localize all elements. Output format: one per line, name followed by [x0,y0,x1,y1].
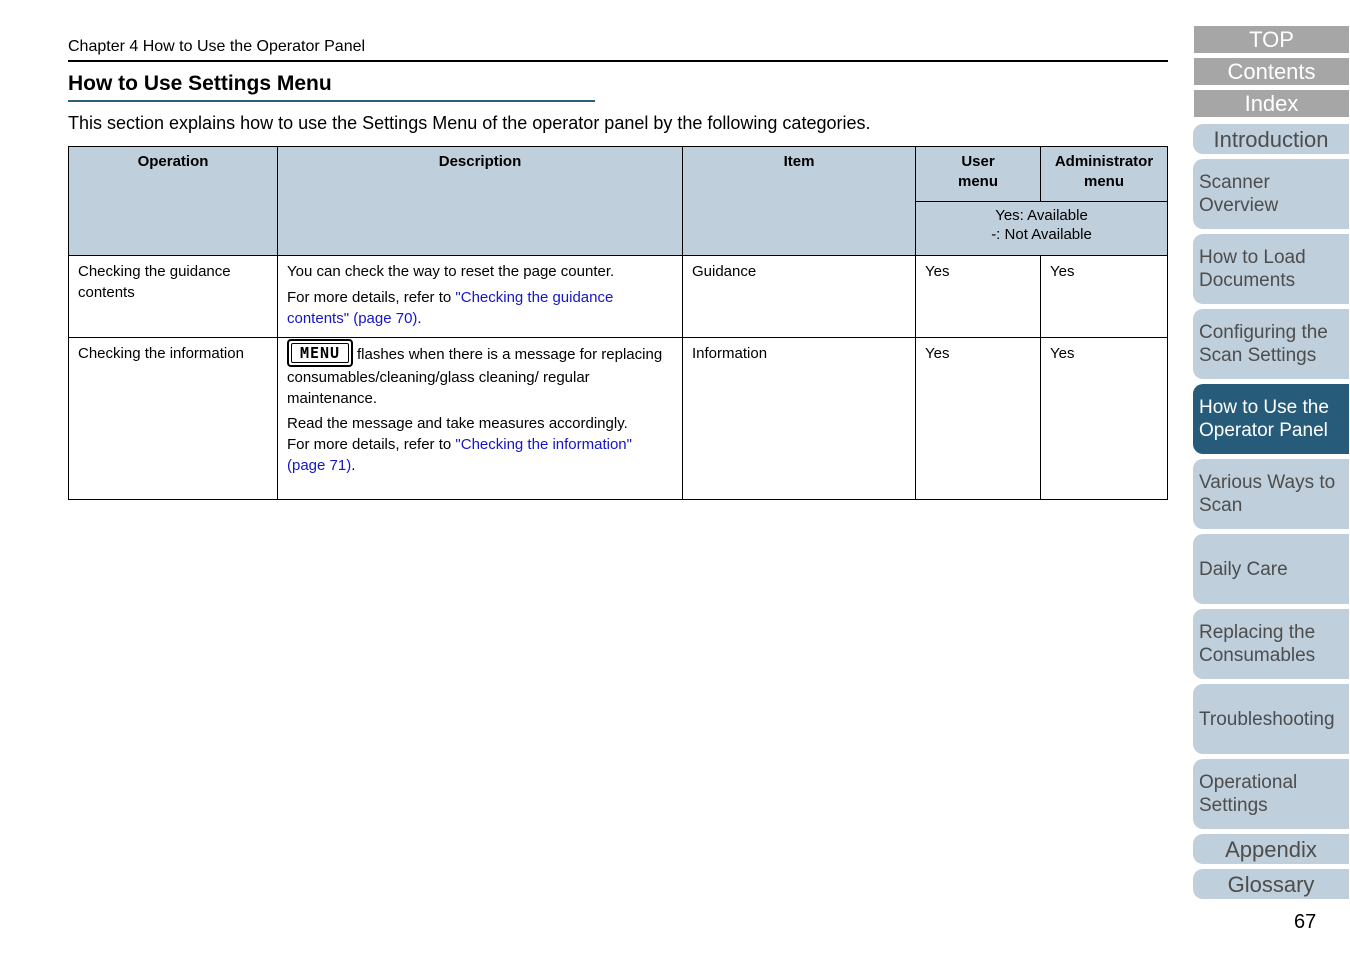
nav-top-button[interactable]: TOP [1194,26,1349,53]
menu-icon-label: MENU [291,343,349,363]
description-flash-text: flashes when there is a message for replacing consumables/cleaning/glass cleaning/ regular maintenance. [287,345,663,407]
table-row [69,338,1168,500]
description-reference [287,434,673,476]
cell-user: Yes [916,338,1041,500]
cell-admin: Yes [1041,338,1168,500]
nav-index-button[interactable]: Index [1194,90,1349,117]
nav-item-daily-care[interactable]: Daily Care [1193,534,1349,604]
header-rule [68,60,1168,62]
legend-not-available: -: Not Available [991,226,1092,243]
nav-item-troubleshooting[interactable]: Troubleshooting [1193,684,1349,754]
nav-item-appendix[interactable]: Appendix [1193,834,1349,864]
table-row [69,256,1168,338]
header-user-menu-line1: User [961,153,995,170]
reference-prefix: For more details, refer to [287,289,456,306]
intro-text: This section explains how to use the Settings Menu of the operator panel by the following categories. [68,113,871,133]
reference-suffix: . [417,310,422,327]
description-reference [287,287,673,329]
description-text: You can check the way to reset the page counter. [287,263,615,280]
cell-operation: Checking the guidance contents [69,256,278,338]
title-underline [68,100,595,102]
header-user-menu [916,147,1041,202]
nav-item-operator-panel[interactable]: How to Use the Operator Panel [1193,384,1349,454]
nav-item-glossary[interactable]: Glossary [1193,869,1349,899]
link-checking-guidance[interactable]: "Checking the guidance contents" (page 70) [287,289,614,327]
nav-item-scanner-overview[interactable]: Scanner Overview [1193,159,1349,229]
side-navigation [1193,0,1350,954]
nav-contents-button[interactable]: Contents [1194,58,1349,85]
cell-item: Guidance [683,256,916,338]
cell-admin: Yes [1041,256,1168,338]
nav-item-introduction[interactable]: Introduction [1193,124,1349,154]
header-item: Item [683,147,916,256]
header-admin-menu [1041,147,1168,202]
menu-button-icon [287,339,353,367]
cell-operation: Checking the information [69,338,278,500]
section-title: How to Use Settings Menu [68,72,332,95]
header-operation: Operation [69,147,278,256]
nav-item-scan-settings[interactable]: Configuring the Scan Settings [1193,309,1349,379]
header-legend [916,202,1168,256]
page-number: 67 [1294,911,1317,933]
nav-item-consumables[interactable]: Replacing the Consumables [1193,609,1349,679]
cell-description [278,256,683,338]
header-admin-menu-line2: menu [1083,173,1124,190]
description-text [287,343,673,409]
legend-available: Yes: Available [995,207,1088,224]
nav-item-operational-settings[interactable]: Operational Settings [1193,759,1349,829]
nav-item-ways-to-scan[interactable]: Various Ways to Scan [1193,459,1349,529]
reference-prefix: For more details, refer to [287,436,456,453]
description-instruction: Read the message and take measures accordingly. [287,415,628,432]
header-user-menu-line2: menu [957,173,998,190]
cell-item: Information [683,338,916,500]
cell-user: Yes [916,256,1041,338]
header-description: Description [278,147,683,256]
cell-description [278,338,683,500]
header-admin-menu-line1: Administrator [1054,153,1154,170]
reference-suffix: . [351,457,356,474]
link-checking-information[interactable]: "Checking the information" (page 71) [287,436,632,474]
nav-item-load-documents[interactable]: How to Load Documents [1193,234,1349,304]
chapter-title: Chapter 4 How to Use the Operator Panel [68,38,366,55]
settings-menu-table [68,146,1168,500]
